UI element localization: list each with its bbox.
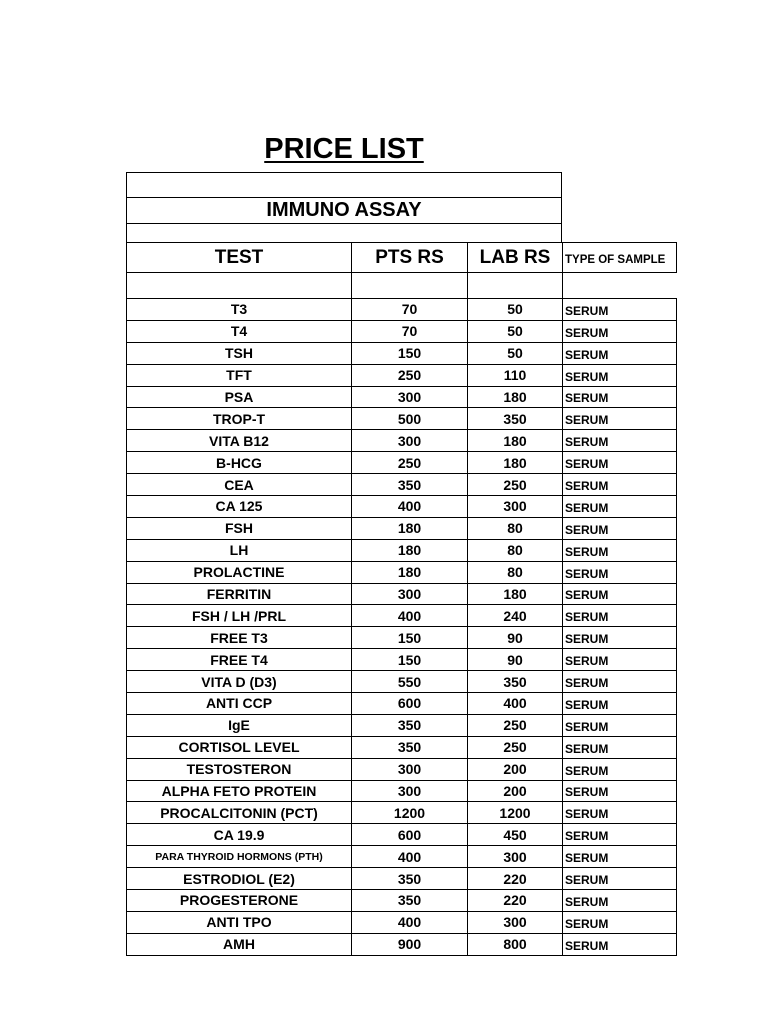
lab-rs-cell: 50 [468,299,563,321]
pts-rs-cell: 300 [352,780,468,802]
test-name-cell: TROP-T [127,408,352,430]
sample-type-cell: SERUM [563,342,677,364]
table-row [127,408,677,430]
pts-rs-cell: 350 [352,714,468,736]
pts-rs-cell: 1200 [352,802,468,824]
sample-type-cell: SERUM [563,386,677,408]
table-row [127,627,677,649]
lab-rs-cell: 300 [468,846,563,868]
test-name-cell: VITA D (D3) [127,671,352,693]
table-row [127,736,677,758]
test-name-cell: VITA B12 [127,430,352,452]
page-title: PRICE LIST [264,133,424,165]
table-row [127,802,677,824]
sample-type-cell: SERUM [563,364,677,386]
table-row [127,474,677,496]
sample-type-cell: SERUM [563,474,677,496]
pts-rs-cell: 180 [352,517,468,539]
pts-rs-cell: 250 [352,452,468,474]
table-row [127,846,677,868]
table-row [127,649,677,671]
sample-type-cell: SERUM [563,780,677,802]
test-name-cell: T4 [127,320,352,342]
table-row [127,496,677,518]
sample-type-cell: SERUM [563,649,677,671]
sample-type-cell: SERUM [563,561,677,583]
lab-rs-cell: 180 [468,430,563,452]
pts-rs-cell: 150 [352,627,468,649]
pts-rs-cell: 400 [352,846,468,868]
sample-type-cell: SERUM [563,693,677,715]
sample-type-cell: SERUM [563,452,677,474]
test-name-cell: CA 125 [127,496,352,518]
test-name-cell: FSH / LH /PRL [127,605,352,627]
table-row [127,780,677,802]
table-row [127,693,677,715]
pts-rs-cell: 500 [352,408,468,430]
lab-rs-cell: 80 [468,517,563,539]
table-row [127,452,677,474]
pts-rs-cell: 250 [352,364,468,386]
table-row [127,561,677,583]
lab-rs-cell: 240 [468,605,563,627]
table-row [127,911,677,933]
test-name-cell: ANTI TPO [127,911,352,933]
test-name-cell: PARA THYROID HORMONS (PTH) [127,846,352,868]
lab-rs-cell: 200 [468,758,563,780]
test-name-cell: B-HCG [127,452,352,474]
table-row [127,933,677,955]
test-name-cell: T3 [127,299,352,321]
sample-type-cell: SERUM [563,605,677,627]
blank-cell [563,273,677,299]
pts-rs-cell: 350 [352,890,468,912]
sample-type-cell: SERUM [563,736,677,758]
test-name-cell: ANTI CCP [127,693,352,715]
table-row [127,671,677,693]
table-row [127,868,677,890]
test-name-cell: CEA [127,474,352,496]
lab-rs-cell: 180 [468,386,563,408]
test-name-cell: PROGESTERONE [127,890,352,912]
pts-rs-cell: 550 [352,671,468,693]
price-table [126,242,677,956]
lab-rs-cell: 250 [468,736,563,758]
pts-rs-cell: 350 [352,736,468,758]
table-row [127,890,677,912]
lab-rs-cell: 350 [468,408,563,430]
lab-rs-cell: 180 [468,452,563,474]
sample-type-cell: SERUM [563,583,677,605]
test-name-cell: FREE T3 [127,627,352,649]
table-row [127,430,677,452]
column-header-pts-rs: PTS RS [352,243,468,273]
sample-type-cell: SERUM [563,846,677,868]
lab-rs-cell: 220 [468,868,563,890]
test-name-cell: ALPHA FETO PROTEIN [127,780,352,802]
sample-type-cell: SERUM [563,408,677,430]
lab-rs-cell: 400 [468,693,563,715]
pts-rs-cell: 150 [352,649,468,671]
lab-rs-cell: 50 [468,342,563,364]
sample-type-cell: SERUM [563,539,677,561]
sample-type-cell: SERUM [563,517,677,539]
sample-type-cell: SERUM [563,911,677,933]
test-name-cell: AMH [127,933,352,955]
lab-rs-cell: 110 [468,364,563,386]
pts-rs-cell: 300 [352,430,468,452]
lab-rs-cell: 80 [468,539,563,561]
test-name-cell: IgE [127,714,352,736]
pts-rs-cell: 150 [352,342,468,364]
pts-rs-cell: 400 [352,605,468,627]
test-name-cell: PSA [127,386,352,408]
table-row [127,539,677,561]
column-header-lab-rs: LAB RS [468,243,563,273]
lab-rs-cell: 300 [468,911,563,933]
pts-rs-cell: 180 [352,561,468,583]
table-header-row [127,243,677,273]
test-name-cell: LH [127,539,352,561]
pts-rs-cell: 300 [352,386,468,408]
pts-rs-cell: 600 [352,824,468,846]
lab-rs-cell: 90 [468,627,563,649]
pts-rs-cell: 350 [352,474,468,496]
lab-rs-cell: 1200 [468,802,563,824]
test-name-cell: TFT [127,364,352,386]
sample-type-cell: SERUM [563,496,677,518]
sample-type-cell: SERUM [563,299,677,321]
table-row [127,386,677,408]
blank-cell [468,273,563,299]
sample-type-cell: SERUM [563,714,677,736]
test-name-cell: FREE T4 [127,649,352,671]
test-name-cell: TSH [127,342,352,364]
pts-rs-cell: 600 [352,693,468,715]
test-name-cell: FSH [127,517,352,539]
table-row [127,320,677,342]
pts-rs-cell: 300 [352,583,468,605]
sample-type-cell: SERUM [563,671,677,693]
test-name-cell: ESTRODIOL (E2) [127,868,352,890]
lab-rs-cell: 300 [468,496,563,518]
sample-type-cell: SERUM [563,933,677,955]
table-row [127,605,677,627]
sample-type-cell: SERUM [563,824,677,846]
table-row [127,364,677,386]
lab-rs-cell: 800 [468,933,563,955]
lab-rs-cell: 250 [468,714,563,736]
sample-type-cell: SERUM [563,430,677,452]
blank-row [127,273,677,299]
pts-rs-cell: 70 [352,320,468,342]
pts-rs-cell: 900 [352,933,468,955]
sample-type-cell: SERUM [563,320,677,342]
pts-rs-cell: 350 [352,868,468,890]
pts-rs-cell: 400 [352,911,468,933]
lab-rs-cell: 250 [468,474,563,496]
pts-rs-cell: 400 [352,496,468,518]
column-header-test: TEST [127,243,352,273]
pts-rs-cell: 180 [352,539,468,561]
lab-rs-cell: 90 [468,649,563,671]
pts-rs-cell: 70 [352,299,468,321]
test-name-cell: TESTOSTERON [127,758,352,780]
lab-rs-cell: 50 [468,320,563,342]
test-name-cell: PROCALCITONIN (PCT) [127,802,352,824]
lab-rs-cell: 350 [468,671,563,693]
lab-rs-cell: 80 [468,561,563,583]
table-row [127,299,677,321]
column-header-sample-type: TYPE OF SAMPLE [563,243,677,273]
sample-type-cell: SERUM [563,627,677,649]
test-name-cell: PROLACTINE [127,561,352,583]
lab-rs-cell: 200 [468,780,563,802]
sample-type-cell: SERUM [563,890,677,912]
table-row [127,714,677,736]
blank-header-row-bottom [126,223,562,242]
sample-type-cell: SERUM [563,802,677,824]
table-row [127,758,677,780]
table-row [127,824,677,846]
lab-rs-cell: 180 [468,583,563,605]
blank-header-row-top [126,172,562,197]
lab-rs-cell: 220 [468,890,563,912]
table-row [127,583,677,605]
test-name-cell: FERRITIN [127,583,352,605]
lab-rs-cell: 450 [468,824,563,846]
blank-cell [127,273,352,299]
section-title: IMMUNO ASSAY [126,197,562,223]
sample-type-cell: SERUM [563,758,677,780]
test-name-cell: CORTISOL LEVEL [127,736,352,758]
pts-rs-cell: 300 [352,758,468,780]
test-name-cell: CA 19.9 [127,824,352,846]
table-row [127,342,677,364]
table-row [127,517,677,539]
sample-type-cell: SERUM [563,868,677,890]
blank-cell [352,273,468,299]
